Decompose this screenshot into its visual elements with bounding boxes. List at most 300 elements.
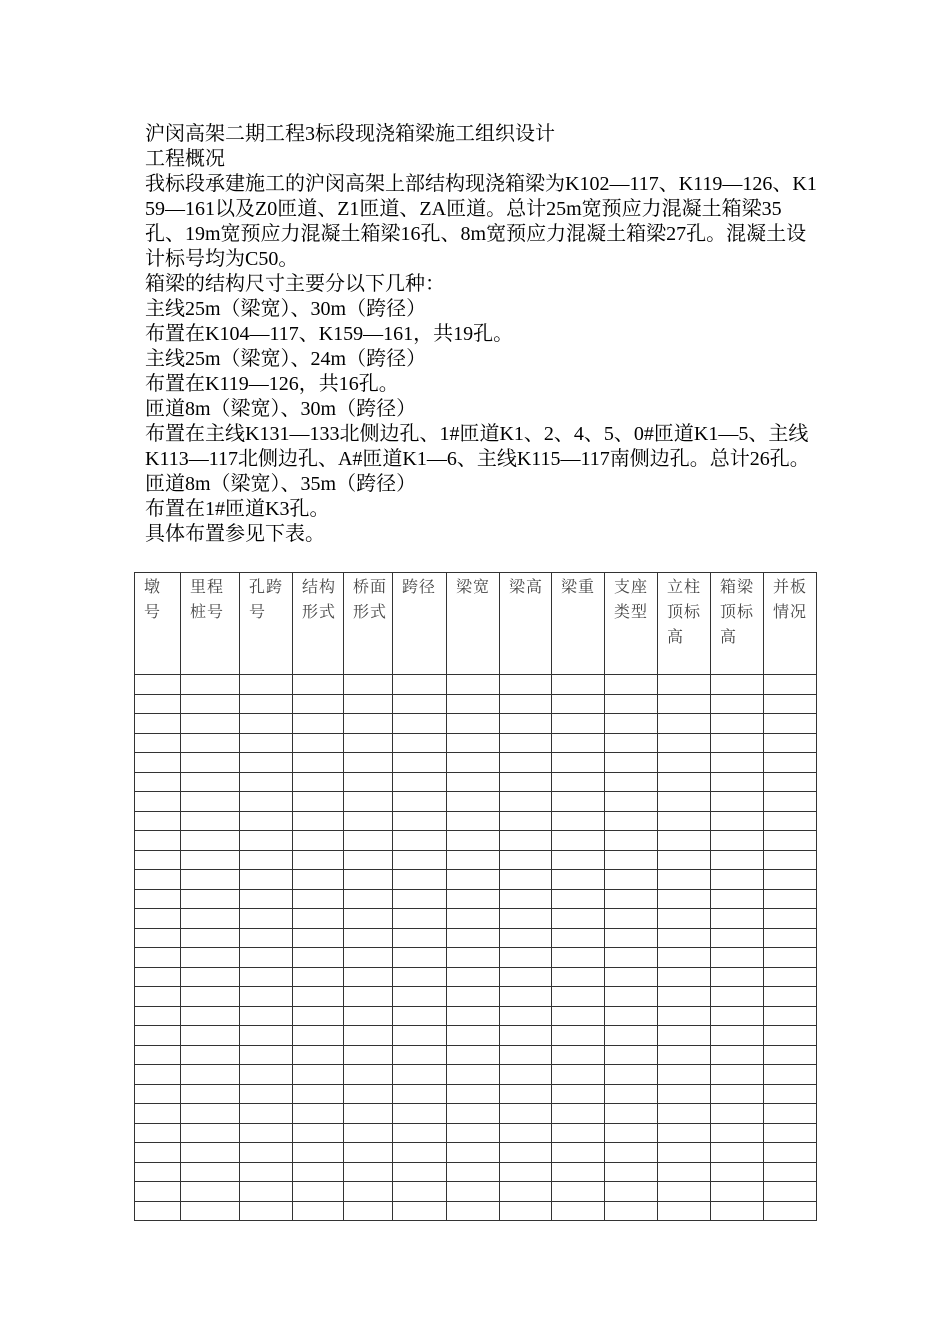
table-cell [605,811,658,831]
table-cell [181,733,240,753]
table-cell [135,831,181,851]
table-cell [605,675,658,695]
table-cell [135,1123,181,1143]
table-cell [240,714,293,734]
table-cell [447,1006,500,1026]
table-cell [293,987,344,1007]
table-cell [658,694,711,714]
table-cell [447,811,500,831]
table-cell [500,694,552,714]
table-cell [605,1045,658,1065]
table-row [135,772,817,792]
table-cell [552,1201,605,1221]
table-cell [344,1084,393,1104]
table-cell [181,714,240,734]
table-cell [447,967,500,987]
table-cell [293,792,344,812]
table-row [135,733,817,753]
table-cell [500,928,552,948]
table-cell [240,694,293,714]
table-cell [711,694,764,714]
table-cell [711,831,764,851]
table-row [135,753,817,773]
table-cell [711,967,764,987]
table-cell [711,1143,764,1163]
table-cell [393,1006,447,1026]
table-cell [344,772,393,792]
table-cell [393,1143,447,1163]
table-row [135,870,817,890]
header-span-no: 孔跨号 [240,573,293,675]
table-body [135,675,817,1221]
table-cell [552,987,605,1007]
table-cell [764,753,817,773]
table-cell [181,1065,240,1085]
table-cell [240,967,293,987]
table-cell [135,733,181,753]
table-cell [240,811,293,831]
header-bearing-type: 支座类型 [605,573,658,675]
table-cell [293,909,344,929]
table-cell [447,909,500,929]
table-cell [658,967,711,987]
table-cell [181,772,240,792]
table-cell [181,1182,240,1202]
table-cell [605,850,658,870]
table-cell [240,928,293,948]
table-cell [447,1065,500,1085]
table-cell [552,733,605,753]
table-cell [552,928,605,948]
table-cell [605,772,658,792]
table-cell [181,928,240,948]
table-cell [240,870,293,890]
table-cell [293,1182,344,1202]
table-cell [240,675,293,695]
table-cell [658,870,711,890]
document-title: 沪闵高架二期工程3标段现浇箱梁施工组织设计 [145,123,555,145]
table-cell [135,967,181,987]
header-column-top-elevation: 立柱顶标高 [658,573,711,675]
table-cell [658,1201,711,1221]
table-cell [240,1104,293,1124]
table-cell [181,792,240,812]
table-cell [393,850,447,870]
table-row [135,811,817,831]
table-cell [764,811,817,831]
table-cell [293,1084,344,1104]
table-cell [658,753,711,773]
table-cell [500,831,552,851]
table-cell [658,850,711,870]
table-cell [393,1123,447,1143]
table-row [135,714,817,734]
table-cell [181,1123,240,1143]
table-cell [711,1104,764,1124]
table-cell [500,1084,552,1104]
table-cell [605,1006,658,1026]
table-cell [447,1123,500,1143]
table-cell [605,831,658,851]
table-cell [658,1065,711,1085]
table-cell [344,733,393,753]
table-cell [764,772,817,792]
table-cell [552,948,605,968]
table-cell [711,714,764,734]
table-cell [393,753,447,773]
table-row [135,694,817,714]
table-cell [293,1045,344,1065]
header-structure-type: 结构形式 [293,573,344,675]
table-cell [181,850,240,870]
table-cell [658,831,711,851]
table-cell [552,1006,605,1026]
table-cell [344,987,393,1007]
table-cell [393,811,447,831]
table-cell [658,889,711,909]
table-cell [711,1006,764,1026]
table-cell [293,733,344,753]
table-cell [605,792,658,812]
table-cell [293,714,344,734]
table-cell [658,909,711,929]
table-cell [552,870,605,890]
table-cell [344,1123,393,1143]
table-cell [181,1104,240,1124]
table-cell [605,1084,658,1104]
table-cell [711,909,764,929]
table-cell [181,753,240,773]
table-cell [500,1065,552,1085]
table-cell [344,1182,393,1202]
paragraph: 匝道8m（梁宽）、30m（跨径） [145,398,417,420]
table-cell [181,811,240,831]
table-cell [447,694,500,714]
table-row [135,987,817,1007]
table-cell [764,1123,817,1143]
table-cell [344,1162,393,1182]
table-cell [181,1084,240,1104]
table-cell [500,948,552,968]
paragraph: 主线25m（梁宽）、30m（跨径） [145,298,427,320]
table-cell [135,850,181,870]
table-cell [344,831,393,851]
table-cell [711,1065,764,1085]
table-cell [393,948,447,968]
table-cell [447,1182,500,1202]
table-cell [344,1143,393,1163]
table-cell [658,733,711,753]
table-cell [605,870,658,890]
table-cell [552,831,605,851]
table-row [135,1123,817,1143]
table-cell [500,870,552,890]
table-cell [658,1026,711,1046]
table-cell [711,733,764,753]
table-row [135,1104,817,1124]
table-cell [344,753,393,773]
table-cell [764,909,817,929]
table-cell [393,889,447,909]
header-pier-no: 墩号 [135,573,181,675]
table-cell [552,1045,605,1065]
table-cell [500,753,552,773]
table-cell [240,987,293,1007]
paragraph: 布置在K119—126，共16孔。 [145,373,399,395]
table-cell [658,1006,711,1026]
table-cell [711,772,764,792]
table-cell [344,909,393,929]
table-cell [605,1143,658,1163]
table-cell [605,1201,658,1221]
table-cell [447,850,500,870]
table-cell [658,1143,711,1163]
table-cell [293,889,344,909]
table-cell [658,792,711,812]
table-row [135,1065,817,1085]
table-row [135,967,817,987]
table-cell [240,1084,293,1104]
table-cell [605,1065,658,1085]
table-cell [293,1143,344,1163]
table-cell [393,792,447,812]
table-cell [552,694,605,714]
table-cell [658,811,711,831]
table-cell [605,1026,658,1046]
table-cell [393,675,447,695]
table-cell [605,1182,658,1202]
table-cell [764,733,817,753]
table-cell [293,1065,344,1085]
table-cell [658,987,711,1007]
table-cell [764,1084,817,1104]
table-cell [764,870,817,890]
paragraph: 我标段承建施工的沪闵高架上部结构现浇箱梁为K102—117、K119—126、K159—161以及Z0匝道、Z1匝道、ZA匝道。总计25m宽预应力混凝土箱梁35孔、19m宽预应力混凝土箱梁16孔、8m宽预应力混凝土箱梁27孔。混凝土设计标号均为C50。 [145,173,817,270]
table-row [135,1045,817,1065]
table-cell [552,1182,605,1202]
table-cell [293,1006,344,1026]
table-cell [447,753,500,773]
table-cell [764,948,817,968]
table-cell [135,1182,181,1202]
table-cell [240,831,293,851]
table-cell [658,772,711,792]
table-row [135,831,817,851]
table-cell [447,831,500,851]
table-cell [658,1084,711,1104]
table-cell [344,850,393,870]
table-cell [393,1045,447,1065]
table-cell [764,928,817,948]
table-cell [764,987,817,1007]
table-cell [393,987,447,1007]
table-cell [135,753,181,773]
table-cell [393,694,447,714]
table-cell [135,948,181,968]
table-cell [240,753,293,773]
table-cell [393,714,447,734]
table-cell [344,889,393,909]
table-cell [135,811,181,831]
table-cell [447,870,500,890]
table-cell [293,1026,344,1046]
paragraph: 匝道8m（梁宽）、35m（跨径） [145,473,417,495]
table-cell [658,1045,711,1065]
table-cell [293,675,344,695]
table-cell [500,733,552,753]
table-cell [344,948,393,968]
table-cell [552,811,605,831]
table-cell [447,1201,500,1221]
table-cell [447,928,500,948]
table-cell [293,1104,344,1124]
table-cell [344,714,393,734]
table-row [135,909,817,929]
table-cell [552,850,605,870]
table-cell [447,1084,500,1104]
table-cell [135,675,181,695]
table-cell [605,928,658,948]
table-cell [135,1143,181,1163]
paragraph: 具体布置参见下表。 [145,523,325,545]
table-cell [764,1045,817,1065]
paragraph: 箱梁的结构尺寸主要分以下几种： [145,273,445,295]
table-cell [500,714,552,734]
table-cell [552,772,605,792]
table-row [135,1162,817,1182]
table-row [135,1143,817,1163]
table-cell [764,1201,817,1221]
table-cell [764,1065,817,1085]
table-cell [181,987,240,1007]
table-cell [764,889,817,909]
table-cell [135,694,181,714]
table-cell [500,1104,552,1124]
table-cell [658,714,711,734]
header-girder-weight: 梁重 [552,573,605,675]
table-cell [605,948,658,968]
table-cell [393,967,447,987]
header-girder-width: 梁宽 [447,573,500,675]
table-cell [344,1104,393,1124]
table-cell [552,714,605,734]
table-row [135,1201,817,1221]
header-slab-joint: 并板情况 [764,573,817,675]
table-cell [344,1006,393,1026]
table-cell [240,850,293,870]
table-cell [181,909,240,929]
table-cell [181,1143,240,1163]
table-cell [181,1026,240,1046]
table-cell [240,1006,293,1026]
table-cell [240,792,293,812]
table-cell [711,850,764,870]
table-cell [552,1026,605,1046]
table-cell [605,733,658,753]
table-cell [447,733,500,753]
table-cell [764,1143,817,1163]
document-body [145,122,817,547]
table-cell [552,1162,605,1182]
table-cell [393,1084,447,1104]
table-cell [393,772,447,792]
table-row [135,675,817,695]
table-cell [500,675,552,695]
table-cell [500,1123,552,1143]
table-cell [552,1123,605,1143]
header-span-length: 跨径 [393,573,447,675]
table-cell [764,850,817,870]
table-cell [135,909,181,929]
table-cell [605,1104,658,1124]
table-cell [240,948,293,968]
table-cell [293,772,344,792]
table-cell [447,1026,500,1046]
table-row [135,889,817,909]
table-cell [393,870,447,890]
table-cell [764,831,817,851]
table-cell [500,1162,552,1182]
table-cell [552,792,605,812]
table-cell [447,675,500,695]
table-cell [500,1045,552,1065]
table-cell [344,675,393,695]
table-cell [764,1026,817,1046]
table-cell [240,1162,293,1182]
table-cell [658,675,711,695]
table-cell [500,772,552,792]
table-cell [135,1065,181,1085]
table-cell [447,1143,500,1163]
table-cell [344,1065,393,1085]
table-cell [181,831,240,851]
table-cell [135,1162,181,1182]
table-cell [135,1026,181,1046]
table-cell [293,928,344,948]
table-cell [393,1026,447,1046]
table-cell [447,948,500,968]
table-cell [135,987,181,1007]
table-cell [344,792,393,812]
table-cell [240,1143,293,1163]
table-cell [711,1084,764,1104]
table-cell [711,792,764,812]
table-cell [605,1123,658,1143]
paragraph: 布置在主线K131—133北侧边孔、1#匝道K1、2、4、5、0#匝道K1—5、主线K113—117北侧边孔、A#匝道K1—6、主线K115—117南侧边孔。总计26孔。 [145,423,810,470]
table-cell [293,694,344,714]
table-cell [500,1143,552,1163]
table-cell [393,1182,447,1202]
table-row [135,1084,817,1104]
table-cell [293,1123,344,1143]
table-cell [552,1104,605,1124]
table-cell [605,909,658,929]
table-cell [293,1201,344,1221]
table-cell [711,675,764,695]
table-cell [500,1182,552,1202]
paragraph: 布置在K104—117、K159—161，共19孔。 [145,323,514,345]
table-cell [500,811,552,831]
table-cell [552,675,605,695]
table-cell [135,1104,181,1124]
table-cell [711,1123,764,1143]
table-cell [344,1045,393,1065]
table-cell [658,948,711,968]
table-cell [500,909,552,929]
table-cell [135,1045,181,1065]
table-cell [447,714,500,734]
header-girder-top-elevation: 箱梁顶标高 [711,573,764,675]
